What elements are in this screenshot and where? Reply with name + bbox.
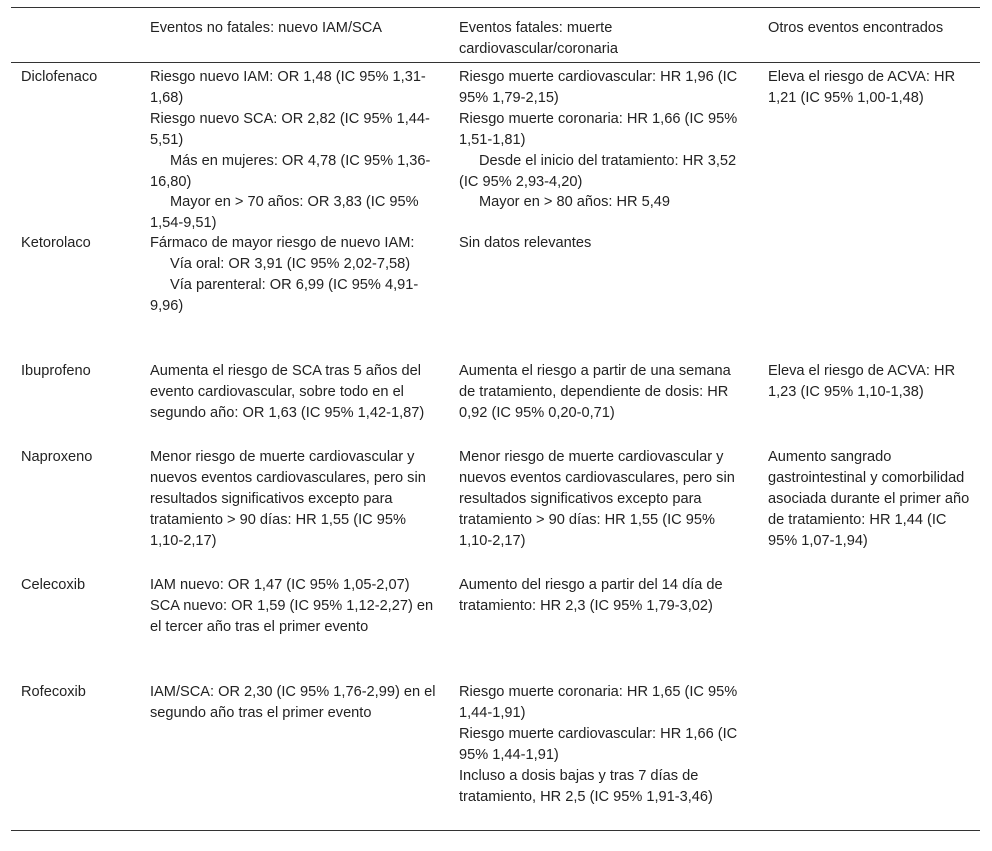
nonfatal-cell xyxy=(140,229,449,357)
fatal-cell xyxy=(449,357,758,443)
fatal-cell xyxy=(449,63,758,229)
other-cell xyxy=(758,443,980,571)
cell-line: Más en mujeres: OR 4,78 (IC 95% 1,36-16,80) xyxy=(150,152,431,190)
cell-line: Aumenta el riesgo de SCA tras 5 años del evento cardiovascular, sobre todo en el segundo año: OR 1,63 (IC 95% 1,42-1,87) xyxy=(150,363,425,421)
drug-name: Celecoxib xyxy=(21,577,86,593)
drug-name: Ibuprofeno xyxy=(21,363,91,379)
other-cell xyxy=(758,63,980,229)
table-row xyxy=(11,229,980,357)
cell-line: Desde el inicio del tratamiento: HR 3,52 (IC 95% 2,93-4,20) xyxy=(459,152,737,190)
cell-line: Mayor en > 70 años: OR 3,83 (IC 95% 1,54-9,51) xyxy=(150,194,419,232)
table-row xyxy=(11,571,980,678)
drug-name: Ketorolaco xyxy=(21,235,91,251)
cell-line: Riesgo nuevo SCA: OR 2,82 (IC 95% 1,44-5,51) xyxy=(150,110,430,148)
table-row xyxy=(11,63,980,232)
cell-line: SCA nuevo: OR 1,59 (IC 95% 1,12-2,27) en el tercer año tras el primer evento xyxy=(150,597,434,635)
cell-line: Incluso a dosis bajas y tras 7 días de tratamiento, HR 2,5 (IC 95% 1,91-3,46) xyxy=(459,767,713,805)
cell-line: Eleva el riesgo de ACVA: HR 1,23 (IC 95% 1,10-1,38) xyxy=(768,363,956,400)
fatal-cell xyxy=(449,443,758,571)
fatal-cell xyxy=(449,229,758,357)
cell-line: IAM/SCA: OR 2,30 (IC 95% 1,76-2,99) en el segundo año tras el primer evento xyxy=(150,684,436,721)
cell-line: Aumento sangrado gastrointestinal y comorbilidad asociada durante el primer año de tratamiento: HR 1,44 (IC 95% 1,07-1,94) xyxy=(768,449,970,549)
cell-line: Fármaco de mayor riesgo de nuevo IAM: xyxy=(150,235,415,251)
cell-line: Menor riesgo de muerte cardiovascular y nuevos eventos cardiovasculares, pero sin resultados significativos excepto para tratamiento > 90 días: HR 1,55 (IC 95% 1,10-2,17) xyxy=(150,449,426,549)
other-cell xyxy=(758,357,980,443)
table-row xyxy=(11,443,980,571)
other-cell xyxy=(758,571,980,678)
table-row xyxy=(11,678,980,830)
cell-line: Menor riesgo de muerte cardiovascular y nuevos eventos cardiovasculares, pero sin resultados significativos excepto para tratamiento > 90 días: HR 1,55 (IC 95% 1,10-2,17) xyxy=(459,449,735,549)
nonfatal-cell xyxy=(140,357,449,443)
other-cell xyxy=(758,678,980,830)
cell-line: Vía oral: OR 3,91 (IC 95% 2,02-7,58) xyxy=(170,255,411,272)
header-cell: Otros eventos encontrados xyxy=(768,20,944,36)
header-cell xyxy=(11,8,140,62)
fatal-cell xyxy=(449,571,758,678)
cell-line: Aumento del riesgo a partir del 14 día de tratamiento: HR 2,3 (IC 95% 1,79-3,02) xyxy=(459,577,723,614)
drug-name: Naproxeno xyxy=(21,449,93,465)
data-table xyxy=(11,7,980,831)
other-cell xyxy=(758,229,980,357)
cell-line: Riesgo muerte cardiovascular: HR 1,66 (IC 95% 1,44-1,91) xyxy=(459,725,738,763)
cell-line: Vía parenteral: OR 6,99 (IC 95% 4,91-9,96) xyxy=(150,276,419,314)
nonfatal-cell xyxy=(140,571,449,678)
header-cell: Eventos fatales: muerte cardiovascular/coronaria xyxy=(459,20,618,57)
cell-line: Mayor en > 80 años: HR 5,49 xyxy=(479,194,671,211)
table-header xyxy=(11,8,980,63)
cell-line: Riesgo muerte cardiovascular: HR 1,96 (IC 95% 1,79-2,15) xyxy=(459,69,738,106)
nonfatal-cell xyxy=(140,63,449,232)
drug-name: Diclofenaco xyxy=(21,69,98,85)
cell-line: Riesgo muerte coronaria: HR 1,65 (IC 95% 1,44-1,91) xyxy=(459,684,738,721)
cell-line: Riesgo muerte coronaria: HR 1,66 (IC 95% 1,51-1,81) xyxy=(459,110,738,148)
table-row xyxy=(11,357,980,443)
cell-line: Aumenta el riesgo a partir de una semana de tratamiento, dependiente de dosis: HR 0,92 (IC 95% 0,20-0,71) xyxy=(459,363,731,421)
cell-line: Eleva el riesgo de ACVA: HR 1,21 (IC 95% 1,00-1,48) xyxy=(768,69,956,106)
nonfatal-cell xyxy=(140,678,449,830)
fatal-cell xyxy=(449,678,758,830)
drug-name: Rofecoxib xyxy=(21,684,86,700)
cell-line: IAM nuevo: OR 1,47 (IC 95% 1,05-2,07) xyxy=(150,577,410,593)
header-cell: Eventos no fatales: nuevo IAM/SCA xyxy=(150,20,383,36)
cell-line: Sin datos relevantes xyxy=(459,235,592,251)
cell-line: Riesgo nuevo IAM: OR 1,48 (IC 95% 1,31-1,68) xyxy=(150,69,426,106)
nonfatal-cell xyxy=(140,443,449,571)
